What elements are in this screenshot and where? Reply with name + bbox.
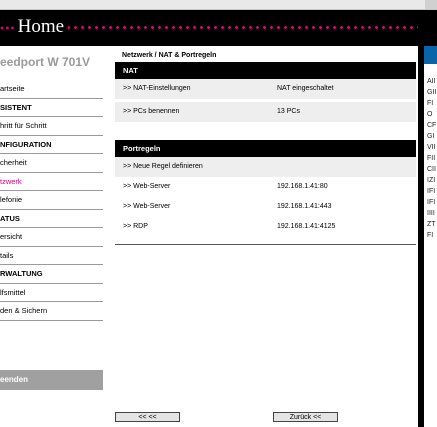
sidebar-item[interactable]: SISTENT [0, 99, 103, 118]
table-row[interactable] [115, 177, 416, 197]
main-content [115, 50, 416, 245]
sidebar-item[interactable]: tzwerk [0, 173, 103, 192]
sidebar-bottom-item[interactable]: eenden [0, 370, 103, 390]
header-bar [0, 10, 418, 46]
right-panel [418, 10, 437, 427]
rule-value: 192.168.1.41:443 [277, 203, 332, 210]
table-row[interactable] [115, 157, 416, 177]
zurueck-button[interactable]: Zurück << [273, 412, 338, 422]
rule-value: 192.168.1.41:80 [277, 183, 328, 190]
divider [115, 244, 416, 245]
rule-link[interactable]: >> Web-Server [123, 183, 171, 190]
table-row[interactable] [115, 79, 416, 99]
sidebar-item[interactable]: artseite [0, 80, 103, 99]
rule-link[interactable]: >> Web-Server [123, 203, 171, 210]
new-rule-link[interactable]: >> Neue Regel definieren [123, 163, 203, 170]
sidebar-nav [0, 80, 103, 321]
pcs-link[interactable]: >> PCs benennen [123, 108, 180, 115]
table-row[interactable] [115, 197, 416, 217]
sidebar-item[interactable]: lefonie [0, 191, 103, 210]
sidebar-item[interactable]: cherheit [0, 154, 103, 173]
dot-pattern-icon: ••• [0, 21, 16, 35]
sidebar-item[interactable]: tails [0, 247, 103, 266]
breadcrumb: Netzwerk / NAT & Portregeln [122, 52, 217, 59]
sidebar-item[interactable]: NFIGURATION [0, 136, 103, 155]
nat-section-header: NAT [115, 62, 416, 79]
sidebar-item[interactable]: den & Sichern [0, 302, 103, 321]
home-link[interactable] [0, 15, 68, 39]
pcs-value: 13 PCs [277, 108, 300, 115]
sidebar-item[interactable]: RWALTUNG [0, 265, 103, 284]
sidebar-item[interactable]: hritt für Schritt [0, 117, 103, 136]
home-title: Home [17, 16, 65, 37]
sidebar-item[interactable]: lfsmittel [0, 284, 103, 303]
rule-value: 192.168.1.41:4125 [277, 223, 336, 230]
right-panel-text: AIIGIIFIOCFGIVIIFIICIIIZIIFIIFIIIIIZTFI [427, 78, 437, 239]
right-panel-header [424, 10, 437, 46]
rule-link[interactable]: >> RDP [123, 223, 148, 230]
port-section-header: Portregeln [115, 140, 416, 157]
back-button[interactable]: << << [115, 412, 180, 422]
browser-top-strip [0, 0, 437, 10]
table-row[interactable] [115, 217, 416, 237]
sidebar-item[interactable]: ersicht [0, 228, 103, 247]
device-name: eedport W 701V [0, 55, 91, 69]
tab-stub [425, 0, 437, 9]
nat-settings-value: NAT eingeschaltet [277, 85, 334, 92]
right-panel-accent [424, 46, 437, 64]
nat-settings-link[interactable]: >> NAT-Einstellungen [123, 85, 191, 92]
table-row[interactable] [115, 102, 416, 122]
sidebar-item[interactable]: ATUS [0, 210, 103, 229]
